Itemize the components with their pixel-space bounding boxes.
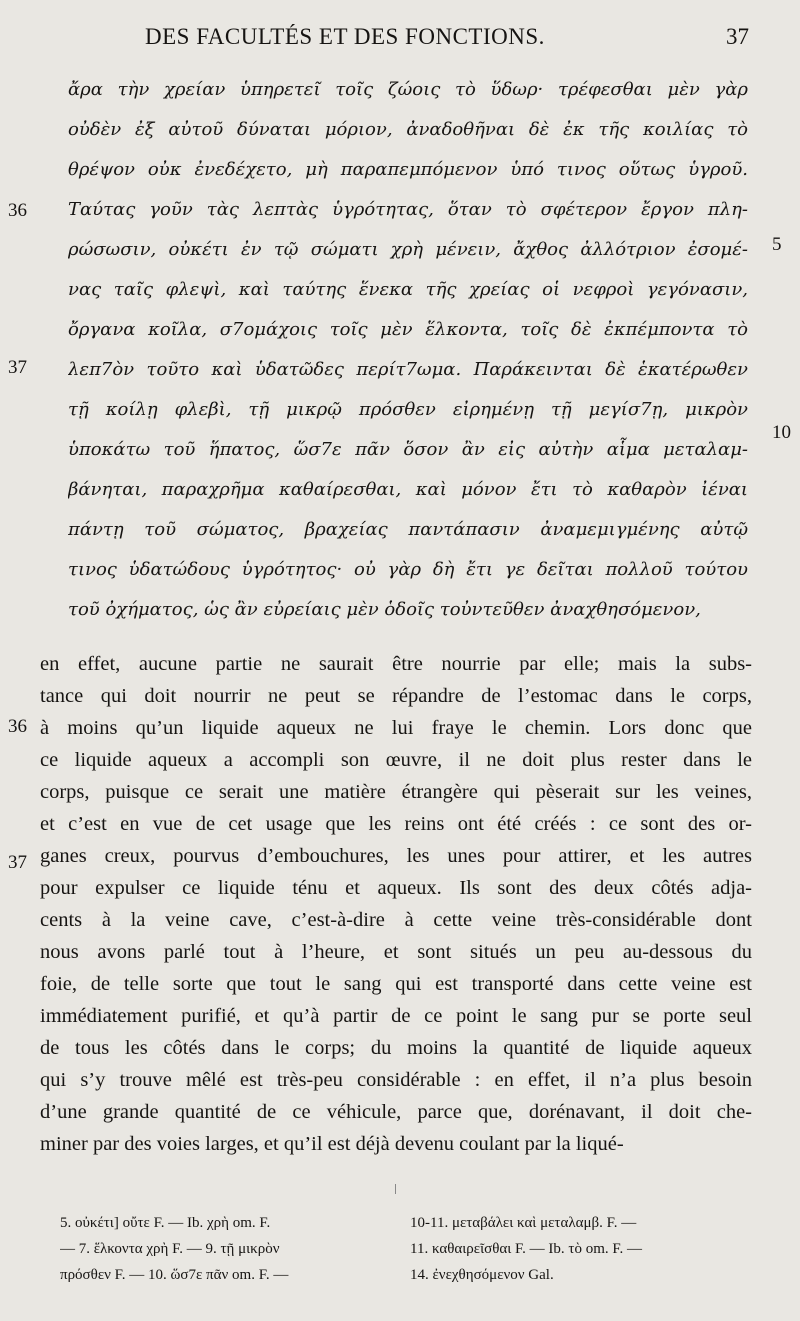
greek-margin-ref: 36 [8,200,27,221]
greek-line: θρέψον οὐκ ἐνεδέχετο, μὴ παραπεμπόμενον ὑπό τινος οὕτως ὑγροῦ. [68,159,748,180]
greek-margin-ref: 37 [8,357,27,378]
greek-line: πάντῃ τοῦ σώματος, βραχείας παντάπασιν ἀναμεμιγμένης αὐτῷ [68,519,748,540]
french-line: à moins qu’un liquide aqueux ne lui fraye le chemin. Lors donc que [40,717,752,739]
greek-line: Ταύτας γοῦν τὰς λεπτὰς ὑγρότητας, ὅταν τὸ σφέτερον ἔργον πλη- [68,199,748,220]
french-margin-ref: 37 [8,852,27,873]
french-line: cents à la veine cave, c’est-à-dire à cette veine très-considérable dont [40,909,752,931]
greek-line: ρώσωσιν, οὐκέτι ἐν τῷ σώματι χρὴ μένειν, ἄχθος ἀλλότριον ἐσομέ- [68,239,748,260]
greek-line-number: 5 [772,234,782,255]
running-head [0,24,800,58]
french-line: qui s’y trouve mêlé est très-peu considérable : en effet, il n’a plus besoin [40,1069,752,1091]
french-line: immédiatement purifié, et qu’à partir de ce point le sang pur se porte seul [40,1005,752,1027]
french-line: de tous les côtés dans le corps; du moins la quantité de liquide aqueux [40,1037,752,1059]
french-line: corps, puisque ce serait une matière étrangère qui pèserait sur les veines, [40,781,752,803]
greek-line: τῇ κοίλῃ φλεβὶ, τῇ μικρῷ πρόσθεν εἰρημένῃ τῇ μεγίσ7ῃ, μικρὸν [68,399,748,420]
french-line: tance qui doit nourrir ne peut se répandre de l’estomac dans le corps, [40,685,752,707]
greek-line: νας ταῖς φλεψὶ, καὶ ταύτης ἕνεκα τῆς χρείας οἱ νεφροὶ γεγόνασιν, [68,279,748,300]
greek-line-number: 10 [772,422,791,443]
page-number: 37 [726,24,749,49]
running-title: DES FACULTÉS ET DES FONCTIONS. [145,24,545,49]
greek-line: τοῦ ὀχήματος, ὡς ἂν εὐρείαις μὲν ὁδοῖς τοὐντεῦθεν ἀναχθησόμενον, [68,599,701,620]
french-line: d’une grande quantité de ce véhicule, parce que, dorénavant, il doit che- [40,1101,752,1123]
greek-line: ἄρα τὴν χρείαν ὑπηρετεῖ τοῖς ζώοις τὸ ὕδωρ· τρέφεσθαι μὲν γὰρ [68,79,748,100]
greek-line: βάνηται, παραχρῆμα καθαίρεσθαι, καὶ μόνον ἔτι τὸ καθαρὸν ἰέναι [68,479,748,500]
footnote-line: 14. ἐνεχθησόμενον Gal. [410,1267,554,1283]
french-line: ganes creux, pourvus d’embouchures, les unes pour attirer, et les autres [40,845,752,867]
french-line: foie, de telle sorte que tout le sang qui est transporté dans cette veine est [40,973,752,995]
greek-line: τινος ὑδατώδους ὑγρότητος· οὐ γὰρ δὴ ἔτι γε δεῖται πολλοῦ τούτου [68,559,748,580]
greek-line: οὐδὲν ἐξ αὐτοῦ δύναται μόριον, ἀναδοθῆναι δὲ ἐκ τῆς κοιλίας τὸ [68,119,748,140]
french-line: et c’est en vue de cet usage que les reins ont été créés : ce sont des or- [40,813,752,835]
french-line: nous avons parlé tout à l’heure, et sont situés un peu au-dessous du [40,941,752,963]
french-line: ce liquide aqueux a accompli son œuvre, il ne doit plus rester dans le [40,749,752,771]
greek-line: λεπ7ὸν τοῦτο καὶ ὑδατῶδες περίτ7ωμα. Παράκεινται δὲ ἑκατέρωθεν [68,359,748,380]
french-line: en effet, aucune partie ne saurait être nourrie par elle; mais la subs- [40,653,752,675]
footnote-line: — 7. ἕλκοντα χρὴ F. — 9. τῇ μικρὸν [60,1241,280,1257]
french-line: miner par des voies larges, et qu’il est déjà devenu coulant par la liqué- [40,1133,624,1155]
french-margin-ref: 36 [8,716,27,737]
greek-line: ὑποκάτω τοῦ ἥπατος, ὥσ7ε πᾶν ὅσον ἂν εἰς αὐτὴν αἷμα μεταλαμ- [68,439,748,460]
french-line: pour expulser ce liquide ténu et aqueux. Ils sont des deux côtés adja- [40,877,752,899]
footnote-line: 5. οὐκέτι] οὔτε F. — Ib. χρὴ om. F. [60,1215,271,1231]
footnote-line: 11. καθαιρεῖσθαι F. — Ib. τὸ om. F. — [410,1241,643,1257]
footnote-line: 10-11. μεταβάλει καὶ μεταλαμβ. F. — [410,1215,637,1231]
footnote-line: πρόσθεν F. — 10. ὥσ7ε πᾶν om. F. — [60,1267,289,1283]
footnote-separator [395,1184,396,1194]
greek-line: ὄργανα κοῖλα, σ7ομάχοις τοῖς μὲν ἕλκοντα, τοῖς δὲ ἐκπέμποντα τὸ [68,319,748,340]
